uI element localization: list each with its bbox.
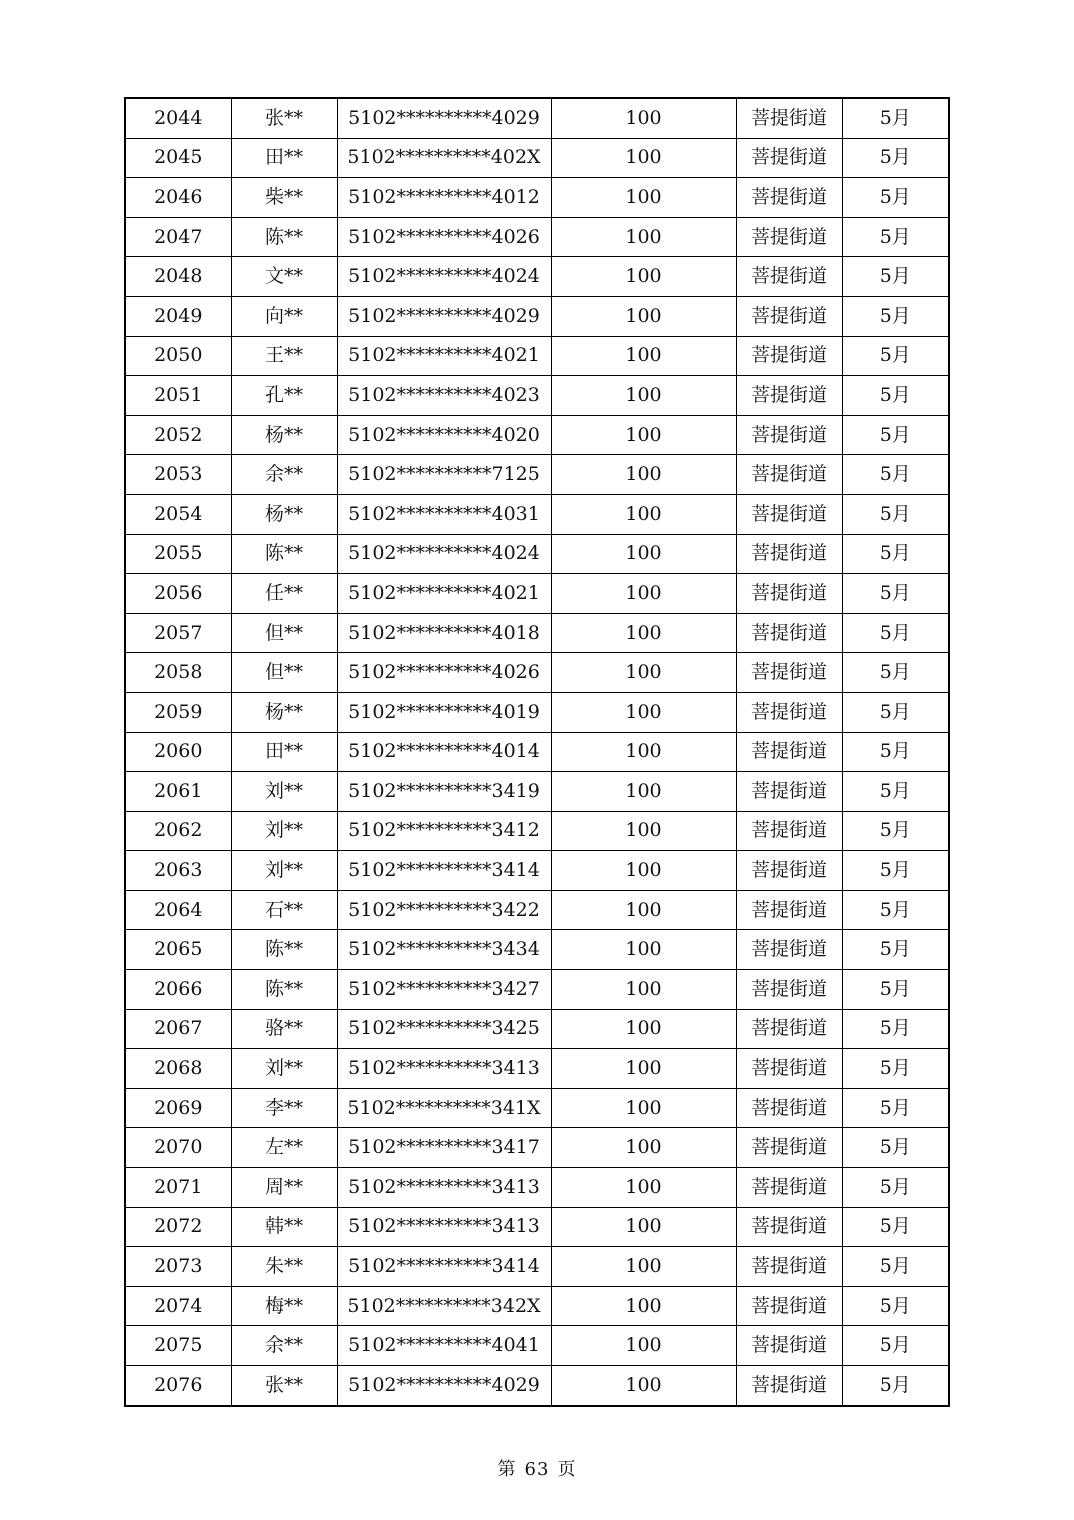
cell-amount: 100: [551, 376, 736, 416]
cell-seq: 2069: [125, 1088, 231, 1128]
table-row: [125, 1326, 949, 1366]
records-table-body: [125, 98, 949, 1406]
table-row: [125, 98, 949, 138]
cell-street: 菩提街道: [736, 692, 842, 732]
cell-seq: 2050: [125, 336, 231, 376]
cell-street: 菩提街道: [736, 970, 842, 1010]
table-row: [125, 376, 949, 416]
cell-name: 梅**: [231, 1286, 337, 1326]
cell-id-number: 5102**********4041: [337, 1326, 551, 1366]
cell-amount: 100: [551, 217, 736, 257]
cell-amount: 100: [551, 1168, 736, 1208]
cell-amount: 100: [551, 811, 736, 851]
cell-id-number: 5102**********4021: [337, 574, 551, 614]
cell-seq: 2076: [125, 1366, 231, 1406]
cell-month: 5月: [842, 613, 949, 653]
cell-amount: 100: [551, 455, 736, 495]
cell-name: 杨**: [231, 494, 337, 534]
cell-month: 5月: [842, 1088, 949, 1128]
cell-street: 菩提街道: [736, 1009, 842, 1049]
cell-name: 田**: [231, 732, 337, 772]
cell-name: 柴**: [231, 178, 337, 218]
cell-street: 菩提街道: [736, 178, 842, 218]
cell-id-number: 5102**********3419: [337, 772, 551, 812]
cell-id-number: 5102**********341X: [337, 1088, 551, 1128]
cell-name: 孔**: [231, 376, 337, 416]
table-row: [125, 494, 949, 534]
cell-street: 菩提街道: [736, 494, 842, 534]
table-row: [125, 296, 949, 336]
cell-id-number: 5102**********3412: [337, 811, 551, 851]
cell-month: 5月: [842, 455, 949, 495]
table-row: [125, 851, 949, 891]
page-footer: [0, 1455, 1074, 1481]
cell-amount: 100: [551, 98, 736, 138]
cell-seq: 2056: [125, 574, 231, 614]
table-row: [125, 890, 949, 930]
cell-street: 菩提街道: [736, 376, 842, 416]
cell-name: 朱**: [231, 1247, 337, 1287]
cell-amount: 100: [551, 494, 736, 534]
table-row: [125, 1128, 949, 1168]
table-row: [125, 930, 949, 970]
cell-id-number: 5102**********4029: [337, 1366, 551, 1406]
cell-id-number: 5102**********3413: [337, 1207, 551, 1247]
cell-amount: 100: [551, 1207, 736, 1247]
cell-id-number: 5102**********4023: [337, 376, 551, 416]
cell-id-number: 5102**********4019: [337, 692, 551, 732]
cell-amount: 100: [551, 890, 736, 930]
cell-street: 菩提街道: [736, 257, 842, 297]
cell-name: 石**: [231, 890, 337, 930]
cell-seq: 2053: [125, 455, 231, 495]
cell-seq: 2055: [125, 534, 231, 574]
table-row: [125, 1207, 949, 1247]
table-row: [125, 653, 949, 693]
cell-name: 杨**: [231, 415, 337, 455]
cell-month: 5月: [842, 494, 949, 534]
cell-month: 5月: [842, 732, 949, 772]
table-row: [125, 1366, 949, 1406]
page-footer-prefix: 第: [497, 1459, 517, 1480]
cell-month: 5月: [842, 574, 949, 614]
cell-month: 5月: [842, 1286, 949, 1326]
cell-id-number: 5102**********3434: [337, 930, 551, 970]
cell-id-number: 5102**********4024: [337, 534, 551, 574]
cell-id-number: 5102**********402X: [337, 138, 551, 178]
cell-street: 菩提街道: [736, 653, 842, 693]
table-row: [125, 217, 949, 257]
cell-amount: 100: [551, 1049, 736, 1089]
cell-amount: 100: [551, 930, 736, 970]
cell-seq: 2070: [125, 1128, 231, 1168]
cell-seq: 2052: [125, 415, 231, 455]
table-row: [125, 138, 949, 178]
cell-street: 菩提街道: [736, 732, 842, 772]
cell-seq: 2054: [125, 494, 231, 534]
page-footer-suffix: 页: [557, 1459, 577, 1480]
cell-amount: 100: [551, 1009, 736, 1049]
cell-street: 菩提街道: [736, 534, 842, 574]
table-row: [125, 1049, 949, 1089]
cell-month: 5月: [842, 178, 949, 218]
cell-street: 菩提街道: [736, 811, 842, 851]
cell-name: 任**: [231, 574, 337, 614]
cell-street: 菩提街道: [736, 1128, 842, 1168]
table-row: [125, 534, 949, 574]
cell-id-number: 5102**********4018: [337, 613, 551, 653]
cell-street: 菩提街道: [736, 1326, 842, 1366]
cell-name: 张**: [231, 98, 337, 138]
page-number: 63: [524, 1459, 550, 1480]
cell-id-number: 5102**********3422: [337, 890, 551, 930]
cell-street: 菩提街道: [736, 1286, 842, 1326]
table-row: [125, 1247, 949, 1287]
cell-seq: 2063: [125, 851, 231, 891]
cell-street: 菩提街道: [736, 1049, 842, 1089]
cell-month: 5月: [842, 1128, 949, 1168]
cell-month: 5月: [842, 772, 949, 812]
cell-id-number: 5102**********3413: [337, 1049, 551, 1089]
cell-id-number: 5102**********3414: [337, 851, 551, 891]
cell-month: 5月: [842, 257, 949, 297]
cell-name: 张**: [231, 1366, 337, 1406]
cell-month: 5月: [842, 811, 949, 851]
cell-seq: 2071: [125, 1168, 231, 1208]
cell-seq: 2046: [125, 178, 231, 218]
cell-amount: 100: [551, 970, 736, 1010]
cell-amount: 100: [551, 613, 736, 653]
cell-seq: 2047: [125, 217, 231, 257]
cell-street: 菩提街道: [736, 613, 842, 653]
cell-street: 菩提街道: [736, 415, 842, 455]
cell-amount: 100: [551, 296, 736, 336]
cell-id-number: 5102**********7125: [337, 455, 551, 495]
cell-street: 菩提街道: [736, 930, 842, 970]
table-row: [125, 1286, 949, 1326]
cell-id-number: 5102**********4021: [337, 336, 551, 376]
cell-id-number: 5102**********4024: [337, 257, 551, 297]
table-row: [125, 1168, 949, 1208]
cell-month: 5月: [842, 296, 949, 336]
cell-seq: 2051: [125, 376, 231, 416]
cell-id-number: 5102**********4026: [337, 653, 551, 693]
cell-amount: 100: [551, 415, 736, 455]
cell-name: 周**: [231, 1168, 337, 1208]
cell-seq: 2062: [125, 811, 231, 851]
cell-seq: 2065: [125, 930, 231, 970]
cell-id-number: 5102**********3417: [337, 1128, 551, 1168]
cell-street: 菩提街道: [736, 296, 842, 336]
cell-amount: 100: [551, 732, 736, 772]
cell-month: 5月: [842, 138, 949, 178]
table-row: [125, 336, 949, 376]
table-row: [125, 1009, 949, 1049]
cell-seq: 2064: [125, 890, 231, 930]
table-row: [125, 178, 949, 218]
table-row: [125, 1088, 949, 1128]
cell-month: 5月: [842, 1009, 949, 1049]
table-row: [125, 692, 949, 732]
table-row: [125, 613, 949, 653]
cell-amount: 100: [551, 692, 736, 732]
cell-month: 5月: [842, 1049, 949, 1089]
cell-name: 向**: [231, 296, 337, 336]
cell-id-number: 5102**********4029: [337, 296, 551, 336]
cell-seq: 2068: [125, 1049, 231, 1089]
cell-name: 韩**: [231, 1207, 337, 1247]
cell-street: 菩提街道: [736, 1088, 842, 1128]
cell-name: 刘**: [231, 811, 337, 851]
cell-month: 5月: [842, 217, 949, 257]
cell-seq: 2067: [125, 1009, 231, 1049]
cell-id-number: 5102**********4012: [337, 178, 551, 218]
table-row: [125, 811, 949, 851]
table-row: [125, 574, 949, 614]
cell-amount: 100: [551, 178, 736, 218]
table-row: [125, 732, 949, 772]
table-row: [125, 415, 949, 455]
cell-seq: 2049: [125, 296, 231, 336]
cell-id-number: 5102**********3413: [337, 1168, 551, 1208]
cell-month: 5月: [842, 1207, 949, 1247]
cell-seq: 2045: [125, 138, 231, 178]
cell-amount: 100: [551, 1326, 736, 1366]
cell-month: 5月: [842, 534, 949, 574]
cell-id-number: 5102**********4026: [337, 217, 551, 257]
cell-seq: 2073: [125, 1247, 231, 1287]
cell-name: 陈**: [231, 970, 337, 1010]
cell-seq: 2059: [125, 692, 231, 732]
cell-amount: 100: [551, 772, 736, 812]
cell-month: 5月: [842, 851, 949, 891]
cell-street: 菩提街道: [736, 336, 842, 376]
cell-name: 刘**: [231, 772, 337, 812]
cell-name: 刘**: [231, 1049, 337, 1089]
cell-id-number: 5102**********3427: [337, 970, 551, 1010]
cell-amount: 100: [551, 336, 736, 376]
cell-month: 5月: [842, 970, 949, 1010]
records-table: [124, 97, 950, 1407]
cell-name: 文**: [231, 257, 337, 297]
cell-name: 李**: [231, 1088, 337, 1128]
cell-name: 陈**: [231, 930, 337, 970]
cell-id-number: 5102**********3425: [337, 1009, 551, 1049]
cell-name: 余**: [231, 455, 337, 495]
cell-month: 5月: [842, 1247, 949, 1287]
cell-amount: 100: [551, 138, 736, 178]
cell-month: 5月: [842, 376, 949, 416]
cell-seq: 2072: [125, 1207, 231, 1247]
cell-amount: 100: [551, 1366, 736, 1406]
cell-street: 菩提街道: [736, 217, 842, 257]
cell-street: 菩提街道: [736, 1247, 842, 1287]
cell-id-number: 5102**********4020: [337, 415, 551, 455]
cell-id-number: 5102**********4014: [337, 732, 551, 772]
table-row: [125, 970, 949, 1010]
cell-street: 菩提街道: [736, 1207, 842, 1247]
cell-month: 5月: [842, 1326, 949, 1366]
cell-name: 但**: [231, 653, 337, 693]
cell-name: 王**: [231, 336, 337, 376]
cell-month: 5月: [842, 930, 949, 970]
cell-month: 5月: [842, 692, 949, 732]
cell-amount: 100: [551, 1247, 736, 1287]
cell-amount: 100: [551, 257, 736, 297]
cell-name: 骆**: [231, 1009, 337, 1049]
cell-seq: 2075: [125, 1326, 231, 1366]
cell-name: 刘**: [231, 851, 337, 891]
cell-seq: 2061: [125, 772, 231, 812]
cell-name: 杨**: [231, 692, 337, 732]
cell-month: 5月: [842, 98, 949, 138]
table-row: [125, 772, 949, 812]
cell-id-number: 5102**********3414: [337, 1247, 551, 1287]
cell-amount: 100: [551, 851, 736, 891]
cell-street: 菩提街道: [736, 574, 842, 614]
cell-amount: 100: [551, 1088, 736, 1128]
cell-street: 菩提街道: [736, 890, 842, 930]
cell-month: 5月: [842, 890, 949, 930]
cell-street: 菩提街道: [736, 1168, 842, 1208]
table-row: [125, 455, 949, 495]
cell-month: 5月: [842, 336, 949, 376]
cell-id-number: 5102**********342X: [337, 1286, 551, 1326]
cell-seq: 2060: [125, 732, 231, 772]
cell-seq: 2066: [125, 970, 231, 1010]
cell-name: 陈**: [231, 217, 337, 257]
cell-name: 但**: [231, 613, 337, 653]
cell-month: 5月: [842, 415, 949, 455]
cell-amount: 100: [551, 1286, 736, 1326]
cell-name: 陈**: [231, 534, 337, 574]
cell-seq: 2048: [125, 257, 231, 297]
cell-amount: 100: [551, 574, 736, 614]
cell-seq: 2058: [125, 653, 231, 693]
cell-id-number: 5102**********4031: [337, 494, 551, 534]
cell-amount: 100: [551, 1128, 736, 1168]
cell-month: 5月: [842, 1168, 949, 1208]
cell-name: 左**: [231, 1128, 337, 1168]
cell-seq: 2044: [125, 98, 231, 138]
cell-name: 余**: [231, 1326, 337, 1366]
cell-street: 菩提街道: [736, 98, 842, 138]
cell-street: 菩提街道: [736, 851, 842, 891]
cell-amount: 100: [551, 653, 736, 693]
cell-street: 菩提街道: [736, 138, 842, 178]
cell-month: 5月: [842, 1366, 949, 1406]
cell-seq: 2057: [125, 613, 231, 653]
cell-month: 5月: [842, 653, 949, 693]
cell-street: 菩提街道: [736, 772, 842, 812]
cell-seq: 2074: [125, 1286, 231, 1326]
cell-street: 菩提街道: [736, 455, 842, 495]
table-row: [125, 257, 949, 297]
cell-street: 菩提街道: [736, 1366, 842, 1406]
cell-id-number: 5102**********4029: [337, 98, 551, 138]
cell-name: 田**: [231, 138, 337, 178]
cell-amount: 100: [551, 534, 736, 574]
